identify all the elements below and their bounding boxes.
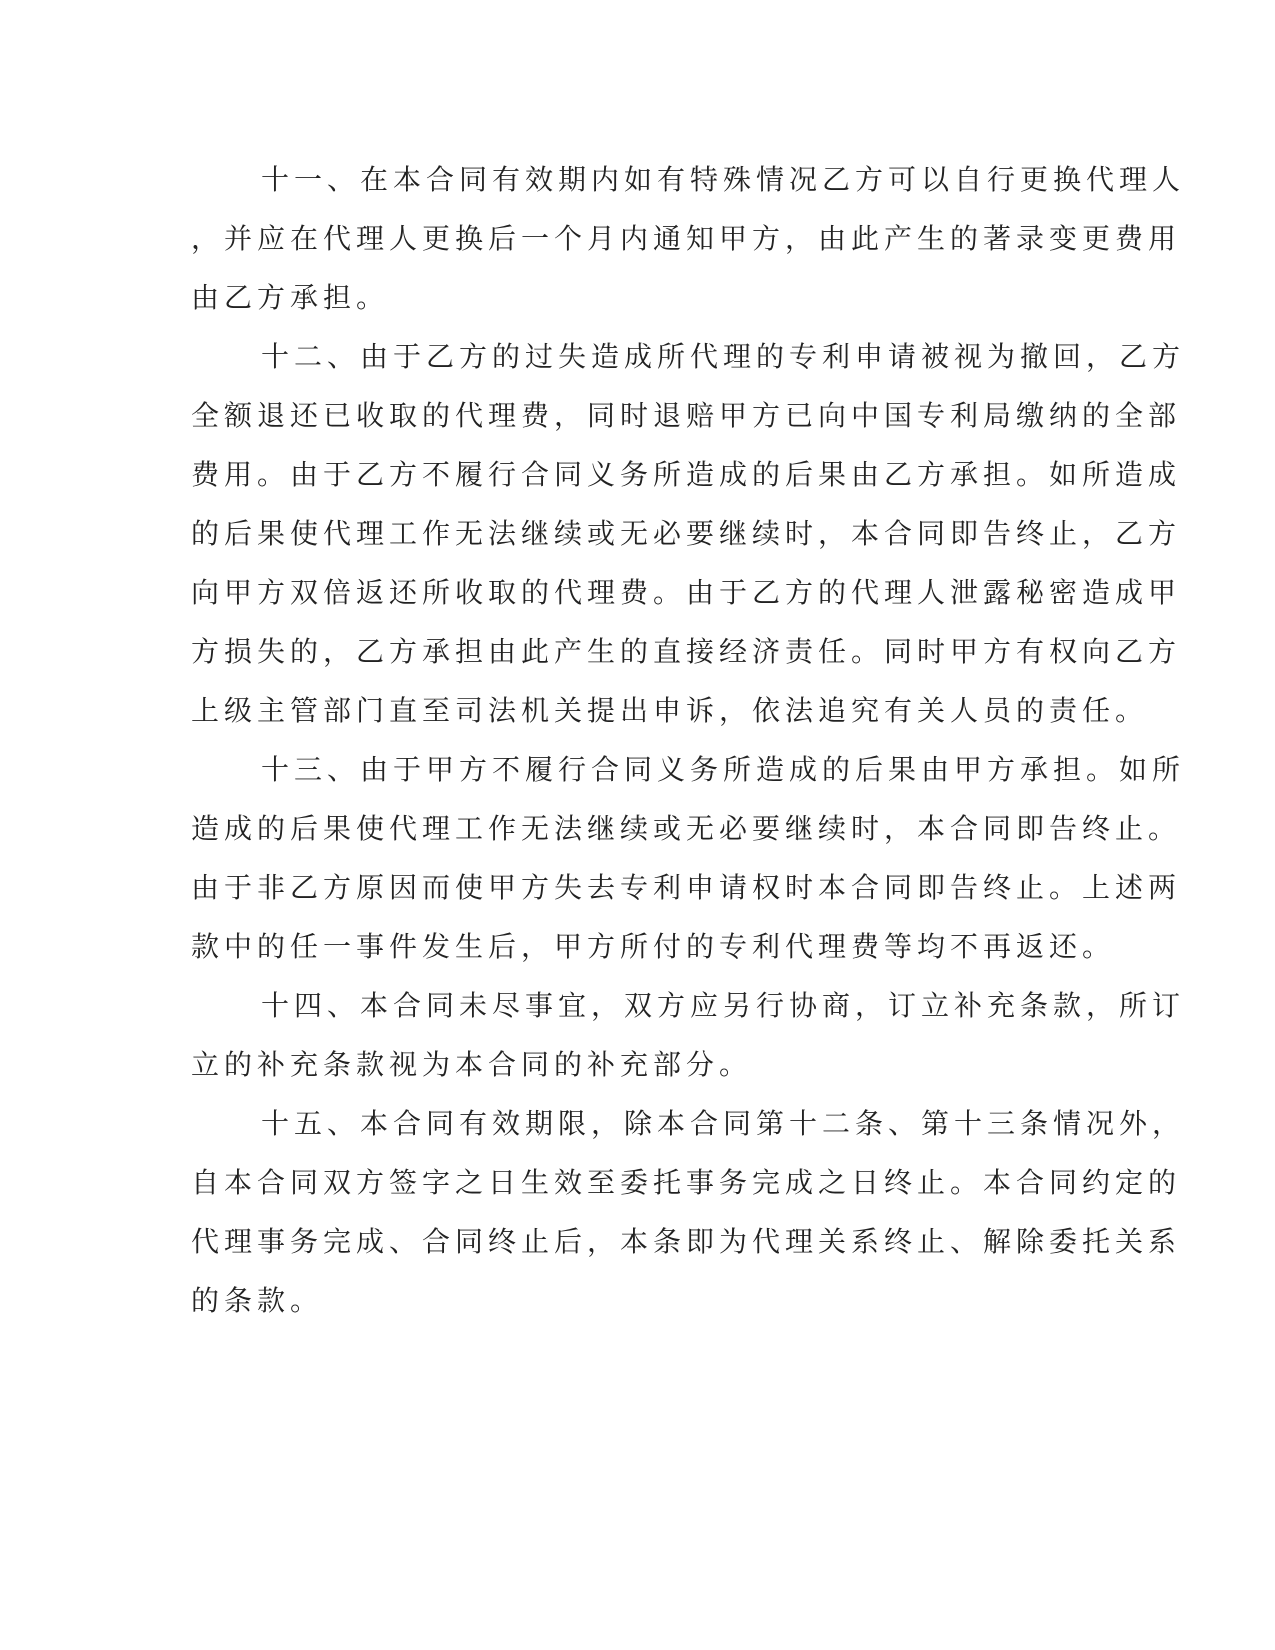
clause-11-line-2: ，并应在代理人更换后一个月内通知甲方，由此产生的著录变更费用 — [191, 222, 1182, 255]
clause-13-line-3: 由于非乙方原因而使甲方失去专利申请权时本合同即告终止。上述两 — [191, 871, 1182, 904]
clause-12-line-6: 方损失的，乙方承担由此产生的直接经济责任。同时甲方有权向乙方 — [191, 635, 1182, 668]
clause-11-line-3: 由乙方承担。 — [191, 281, 390, 314]
clause-13-line-4: 款中的任一事件发生后，甲方所付的专利代理费等均不再返还。 — [191, 930, 1116, 963]
clause-12-line-5: 向甲方双倍返还所收取的代理费。由于乙方的代理人泄露秘密造成甲 — [191, 576, 1182, 609]
clause-14-line-2: 立的补充条款视为本合同的补充部分。 — [191, 1048, 753, 1081]
clause-14-line-1: 十四、本合同未尽事宜，双方应另行协商，订立补充条款，所订 — [261, 989, 1186, 1022]
clause-13-line-2: 造成的后果使代理工作无法继续或无必要继续时，本合同即告终止。 — [191, 812, 1182, 845]
clause-11-line-1: 十一、在本合同有效期内如有特殊情况乙方可以自行更换代理人 — [261, 163, 1186, 196]
clause-12-line-3: 费用。由于乙方不履行合同义务所造成的后果由乙方承担。如所造成 — [191, 458, 1182, 491]
clause-12-line-4: 的后果使代理工作无法继续或无必要继续时，本合同即告终止，乙方 — [191, 517, 1182, 550]
clause-15-line-2: 自本合同双方签字之日生效至委托事务完成之日终止。本合同约定的 — [191, 1166, 1182, 1199]
clause-12-line-2: 全额退还已收取的代理费，同时退赔甲方已向中国专利局缴纳的全部 — [191, 399, 1182, 432]
clause-12-line-1: 十二、由于乙方的过失造成所代理的专利申请被视为撤回，乙方 — [261, 340, 1186, 373]
clause-15-line-4: 的条款。 — [191, 1284, 324, 1317]
clause-13-line-1: 十三、由于甲方不履行合同义务所造成的后果由甲方承担。如所 — [261, 753, 1186, 786]
clause-12-line-7: 上级主管部门直至司法机关提出申诉，依法追究有关人员的责任。 — [191, 694, 1149, 727]
clause-15-line-3: 代理事务完成、合同终止后，本条即为代理关系终止、解除委托关系 — [191, 1225, 1182, 1258]
clause-15-line-1: 十五、本合同有效期限，除本合同第十二条、第十三条情况外， — [261, 1107, 1186, 1140]
